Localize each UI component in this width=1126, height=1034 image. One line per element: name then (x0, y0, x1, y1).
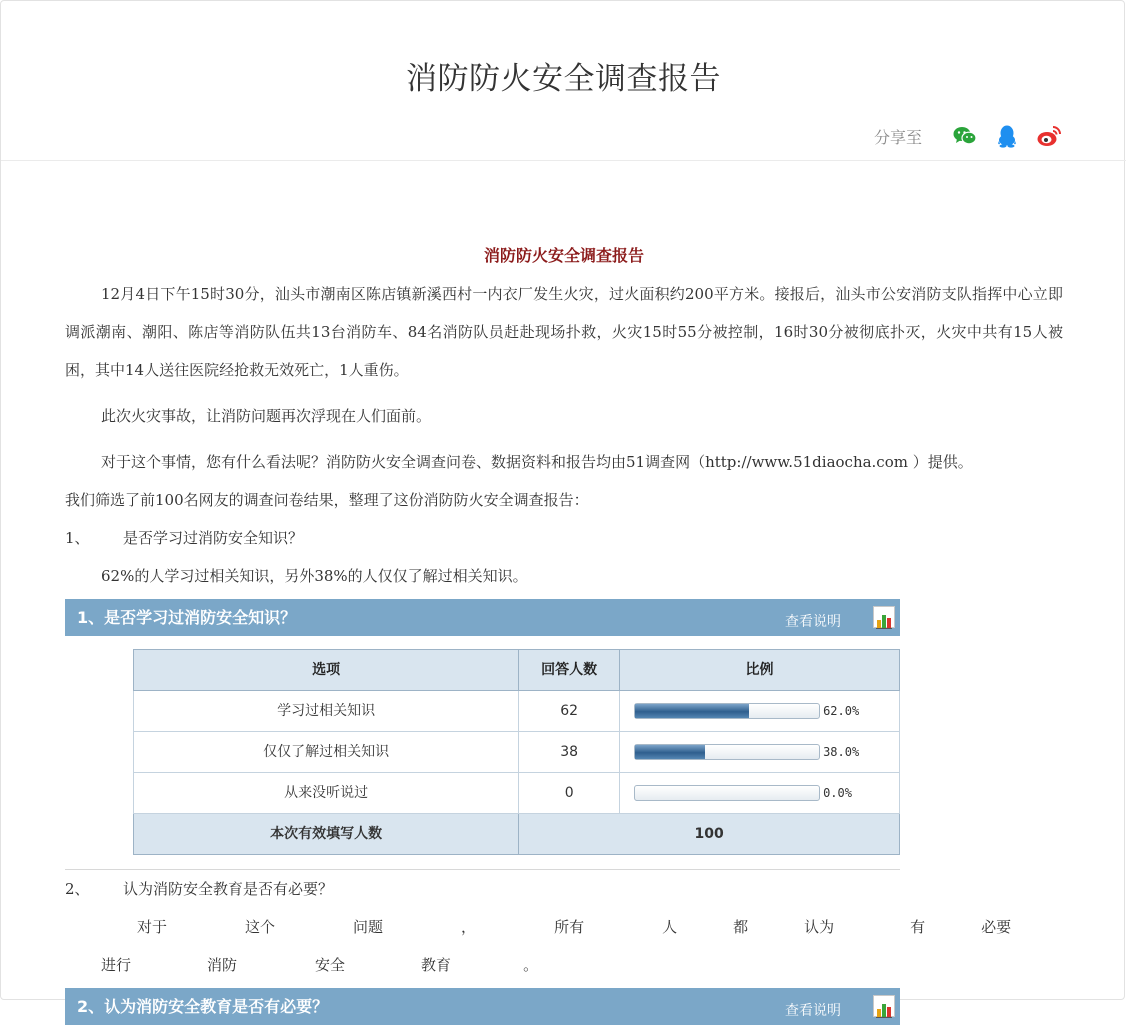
question-2 (65, 870, 1063, 908)
question-number: 1、 (65, 529, 90, 547)
question-1 (65, 519, 1063, 557)
question-text: 认为消防安全教育是否有必要？ (123, 880, 334, 898)
table-row (134, 691, 900, 732)
qq-icon[interactable] (994, 123, 1020, 149)
header-divider (1, 160, 1126, 161)
survey-panel-title: 1、是否学习过消防安全知识？ (77, 608, 297, 627)
summary-word: 进行 (101, 956, 132, 974)
summary-word: 安全 (315, 956, 346, 974)
weibo-icon[interactable] (1036, 123, 1062, 149)
question-2-summary (65, 908, 1063, 984)
summary-word: 人 (662, 918, 678, 936)
survey-panel-2 (65, 988, 900, 1025)
option-cell: 仅仅了解过相关知识 (134, 732, 519, 773)
footer-label: 本次有效填写人数 (134, 814, 519, 855)
question-1-summary: 62%的人学习过相关知识，另外38%的人仅仅了解过相关知识。 (101, 567, 528, 585)
view-explanation-link[interactable]: 查看说明 (785, 614, 841, 630)
survey-panel-title: 2、认为消防安全教育是否有必要？ (77, 997, 329, 1016)
ratio-percent: 62.0% (823, 704, 860, 718)
wechat-icon[interactable] (952, 123, 978, 149)
view-explanation-link[interactable]: 查看说明 (785, 1003, 841, 1019)
summary-word: 所有 (554, 918, 585, 936)
ratio-cell (620, 732, 900, 773)
summary-word: 这个 (245, 918, 276, 936)
survey-panel-1 (65, 599, 900, 870)
share-bar (874, 123, 1062, 149)
summary-word: 对于 (137, 918, 168, 936)
ratio-bar (634, 785, 820, 801)
summary-word: 教育 (421, 956, 452, 974)
footer-value: 100 (519, 814, 900, 855)
summary-word: 消防 (207, 956, 238, 974)
count-cell: 0 (519, 773, 620, 814)
summary-word: ， (461, 918, 477, 936)
ratio-percent: 38.0% (823, 745, 860, 759)
summary-word: 。 (523, 956, 539, 974)
summary-word: 都 (733, 918, 749, 936)
article-paragraph: 此次火灾事故，让消防问题再次浮现在人们面前。 (101, 407, 432, 425)
bar-chart-icon[interactable] (873, 995, 895, 1017)
survey-panel-header (65, 988, 900, 1025)
article-title: 消防防火安全调查报告 (483, 246, 644, 265)
article-body (65, 241, 1063, 1025)
ratio-bar (634, 744, 820, 760)
ratio-bar-fill (635, 745, 705, 759)
survey-panel-header (65, 599, 900, 636)
article-paragraph: 对于这个事情，您有什么看法呢？消防防火安全调查问卷、数据资料和报告均由51调查网（http://www.51diaocha.com ）提供。 (101, 453, 973, 471)
column-header: 选项 (134, 650, 519, 691)
summary-word: 必要 (981, 918, 1012, 936)
ratio-bar (634, 703, 820, 719)
summary-word: 问题 (353, 918, 384, 936)
column-header: 回答人数 (519, 650, 620, 691)
count-cell: 62 (519, 691, 620, 732)
column-header: 比例 (620, 650, 900, 691)
ratio-cell (620, 691, 900, 732)
table-row (134, 732, 900, 773)
option-cell: 学习过相关知识 (134, 691, 519, 732)
bar-chart-icon[interactable] (873, 606, 895, 628)
article-paragraph: 12月4日下午15时30分，汕头市潮南区陈店镇新溪西村一内衣厂发生火灾，过火面积约200平方米。接报后，汕头市公安消防支队指挥中心立即调派潮南、潮阳、陈店等消防队伍共13台消防车、84名消防队员赶赴现场扑救，火灾15时55分被控制，16时30分被彻底扑灭，火灾中共有15人被困，其中14人送往医院经抢救无效死亡，1人重伤。 (65, 285, 1063, 379)
results-table (133, 649, 900, 855)
page-title: 消防防火安全调查报告 (406, 61, 721, 97)
table-footer-row (134, 814, 900, 855)
intro-text: 我们筛选了前100名网友的调查问卷结果，整理了这份消防防火安全调查报告： (65, 491, 589, 509)
survey-panel-body (65, 636, 900, 870)
table-row (134, 773, 900, 814)
question-text: 是否学习过消防安全知识？ (123, 529, 304, 547)
summary-word: 有 (910, 918, 926, 936)
ratio-bar-fill (635, 704, 749, 718)
option-cell: 从来没听说过 (134, 773, 519, 814)
ratio-cell (620, 773, 900, 814)
question-number: 2、 (65, 880, 90, 898)
summary-word: 认为 (804, 918, 835, 936)
ratio-percent: 0.0% (823, 786, 852, 800)
share-label: 分享至 (873, 127, 922, 147)
count-cell: 38 (519, 732, 620, 773)
